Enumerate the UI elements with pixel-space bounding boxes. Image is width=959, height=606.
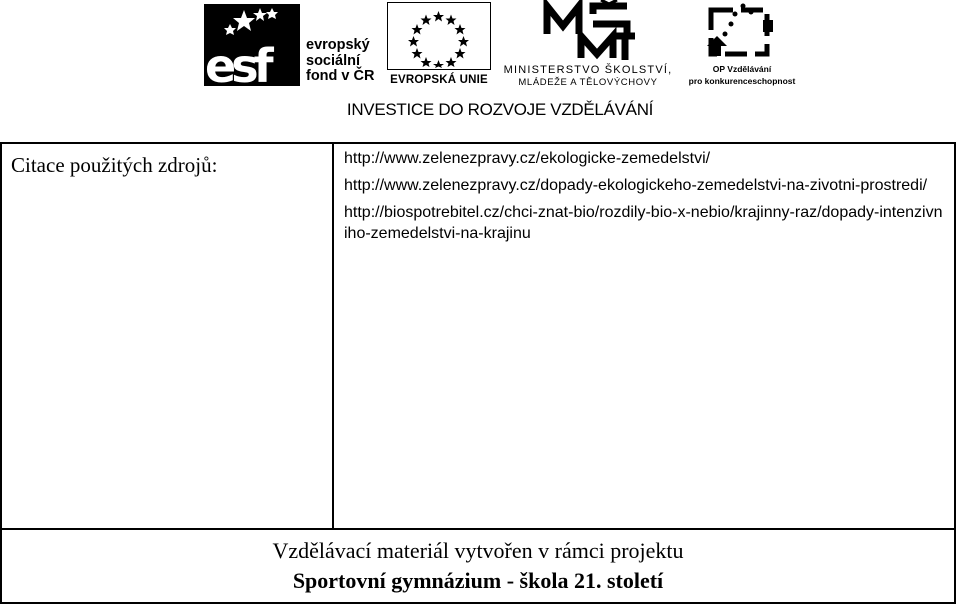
investment-tagline: INVESTICE DO ROZVOJE VZDĚLÁVÁNÍ xyxy=(346,100,654,119)
op-logo xyxy=(683,0,801,90)
citation-label-cell xyxy=(2,144,334,528)
msmt-mark-icon xyxy=(541,0,637,62)
citation-table xyxy=(0,142,956,530)
project-footer xyxy=(0,528,956,604)
citation-label: Citace použitých zdrojů: xyxy=(11,153,218,177)
citation-sources xyxy=(344,148,944,250)
logo-header xyxy=(0,0,959,130)
esf-logo xyxy=(204,4,382,88)
footer-school-name: Sportovní gymnázium - škola 21. století xyxy=(292,568,664,593)
msmt-logo-line2: MLÁDEŽE A TĚLOVÝCHOVY xyxy=(518,77,658,88)
op-logo-line1: OP Vzdělávání xyxy=(712,64,772,74)
msmt-logo-line1: MINISTERSTVO ŠKOLSTVÍ, xyxy=(503,64,673,76)
eu-logo-label: EVROPSKÁ UNIE xyxy=(390,74,488,86)
source-link[interactable]: http://www.zelenezpravy.cz/dopady-ekologickeho-zemedelstvi-na-zivotni-prostredi/ xyxy=(344,177,928,194)
esf-logo-words xyxy=(306,38,374,85)
op-mark-icon xyxy=(705,0,777,64)
source-link[interactable]: http://biospotrebitel.cz/chci-znat-bio/rozdily-bio-x-nebio/krajinny-raz/dopady-intenzivniho-zemedelstvi-na-krajinu xyxy=(344,204,943,242)
op-logo-line2: pro konkurenceschopnost xyxy=(688,76,796,86)
eu-logo xyxy=(387,2,491,88)
eu-flag-icon xyxy=(387,2,491,70)
esf-mark-icon xyxy=(204,4,300,86)
esf-word: sociální xyxy=(306,52,360,69)
footer-project-line: Vzdělávací materiál vytvořen v rámci projektu xyxy=(272,538,684,563)
msmt-logo xyxy=(497,0,679,90)
svg-text:esf: esf xyxy=(205,39,269,86)
esf-word: fond v ČR xyxy=(306,68,375,84)
esf-word: evropský xyxy=(306,37,370,53)
source-link[interactable]: http://www.zelenezpravy.cz/ekologicke-zemedelstvi/ xyxy=(344,150,711,167)
